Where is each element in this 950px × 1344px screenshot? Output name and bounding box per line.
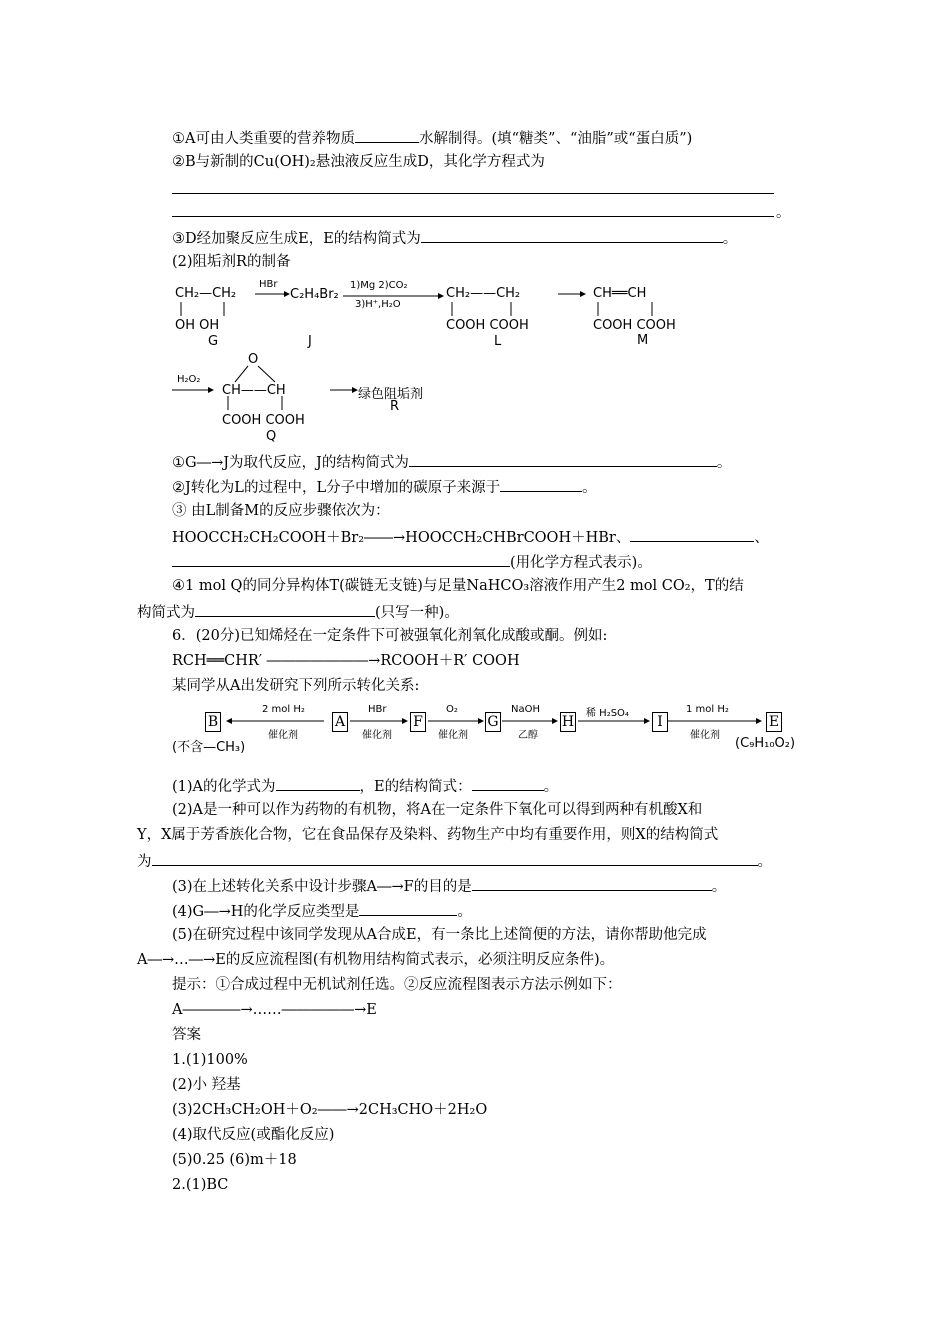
- p3: [172, 876, 726, 896]
- q5-line-4-text: ③D经加聚反应生成E，E的结构简式为: [172, 231, 421, 247]
- p2-end: 。: [757, 854, 772, 870]
- hbr-reagent: HBr: [259, 279, 278, 290]
- q-label: Q: [266, 429, 277, 444]
- arrow-1-bottom: 催化剂: [268, 730, 298, 741]
- p2-line-1: (2)A是一种可以作为药物的有机物，将A在一定条件下氧化可以得到两种有机酸X和: [172, 802, 703, 818]
- b-note: (不含—CH₃): [172, 740, 246, 755]
- l-top: CH₂——CH₂: [446, 286, 521, 301]
- answer-4: (4)取代反应(或酯化反应): [172, 1127, 335, 1143]
- s6: ④1 mol Q的同分异构体T(碳链无支链)与足量NaHCO₃溶液作用产生2 mol CO₂，T的结: [172, 578, 744, 594]
- m-label: M: [637, 333, 649, 348]
- j-formula: C₂H₄Br₂: [290, 287, 339, 302]
- compound-h: H: [561, 714, 575, 730]
- h2o2-reagent: H₂O₂: [177, 374, 201, 385]
- answer-6: 2.(1)BC: [172, 1177, 229, 1193]
- answer-blank[interactable]: [472, 876, 712, 891]
- g-bottom: OH OH: [175, 318, 220, 333]
- r-label: R: [390, 399, 400, 414]
- m-top: CH══CH: [593, 286, 647, 301]
- arrow-1-top: 2 mol H₂: [262, 704, 305, 715]
- p1: [172, 776, 558, 796]
- s4-text: HOOCCH₂CH₂COOH＋Br₂――→HOOCCH₂CHBrCOOH＋HBr、: [172, 530, 631, 546]
- q5-line-2: ②B与新制的Cu(OH)₂悬浊液反应生成D，其化学方程式为: [172, 154, 545, 170]
- arrow-2-bottom: 催化剂: [362, 730, 392, 741]
- r-product: 绿色阻垢剂: [358, 387, 424, 402]
- p5-line-2: A―→…―→E的反应流程图(有机物用结构简式表示，必须注明反应条件)。: [137, 952, 615, 968]
- answer-blank[interactable]: [359, 901, 457, 916]
- compound-b: B: [205, 712, 221, 732]
- m-bottom: COOH COOH: [593, 318, 676, 333]
- p4: [172, 901, 472, 921]
- s1-text: ①G―→J为取代反应，J的结构简式为: [172, 455, 409, 471]
- p4-text: (4)G―→H的化学反应类型是: [172, 904, 360, 920]
- p1-end: 。: [543, 779, 559, 795]
- p6: 提示：①合成过程中无机试剂任选。②反应流程图表示方法示例如下：: [172, 977, 622, 993]
- arrow-3-top: O₂: [446, 704, 458, 715]
- q6-title: 6．(20分)已知烯烃在一定条件下可被强氧化剂氧化成酸或酮。例如:: [172, 628, 608, 644]
- arrow-6-bottom: 催化剂: [690, 730, 720, 741]
- p3-end: 。: [711, 879, 727, 895]
- compound-e: E: [766, 712, 782, 732]
- answer-blank[interactable]: [472, 776, 544, 791]
- arrow-4-bottom: 乙醇: [518, 730, 538, 741]
- s1-end: 。: [716, 455, 732, 471]
- compound-g: G: [485, 712, 501, 732]
- e-formula: (C₉H₁₀O₂): [735, 736, 796, 751]
- s2-end: 。: [582, 480, 597, 496]
- p2-text: 为: [137, 854, 152, 870]
- arrow-6-top: 1 mol H₂: [686, 704, 729, 715]
- l-label: L: [494, 334, 502, 349]
- answers-heading: 答案: [172, 1027, 201, 1043]
- p3-text: (3)在上述转化关系中设计步骤A―→F的目的是: [172, 879, 472, 895]
- s3: ③ 由L制备M的反应步骤依次为：: [172, 503, 390, 519]
- l-bottom: COOH COOH: [446, 318, 529, 333]
- p1-text: (1)A的化学式为: [172, 779, 276, 795]
- s7-text: 构简式为: [137, 605, 195, 621]
- compound-i: I: [652, 712, 668, 732]
- g-top: CH₂—CH₂: [175, 286, 237, 301]
- q6-intro: 某同学从A出发研究下列所示转化关系:: [172, 678, 420, 694]
- s2-text: ②J转化为L的过程中，L分子中增加的碳原子来源于: [172, 480, 501, 496]
- q5-line-1-rest: 水解制得。(填“糖类”、“油脂”或“蛋白质”): [418, 131, 693, 147]
- g-label: G: [208, 334, 219, 349]
- p2-line-3: [137, 851, 772, 871]
- answer-1: 1.(1)100%: [172, 1052, 248, 1068]
- q5-line-4-end: 。: [722, 231, 738, 247]
- arrow-3-bottom: 催化剂: [438, 730, 468, 741]
- answer-5: (5)0.25 (6)m＋18: [172, 1152, 297, 1168]
- arrow-2-top: HBr: [368, 704, 387, 715]
- compound-f: F: [410, 712, 426, 732]
- p5-line-1: (5)在研究过程中该同学发现从A合成E，有一条比上述简便的方法，请你帮助他完成: [172, 927, 707, 943]
- q5-line-1-text: ①A可由人类重要的营养物质: [172, 131, 355, 147]
- compound-a: A: [332, 712, 348, 732]
- q5-line-3-end: 。: [776, 205, 791, 221]
- p7: A――――→……―――――→E: [172, 1002, 377, 1018]
- answer-blank[interactable]: [276, 776, 360, 791]
- q5-line-5: (2)阻垢剂R的制备: [172, 254, 291, 270]
- s4-end: 、: [754, 530, 769, 546]
- q-bottom: COOH COOH: [222, 413, 305, 428]
- arrow-4-top: NaOH: [511, 704, 540, 715]
- s5-end: (用化学方程式表示)。: [510, 555, 652, 571]
- epoxide-o: O: [248, 352, 259, 367]
- j-label: J: [308, 334, 312, 349]
- mg-reagent: 1)Mg 2)CO₂: [350, 280, 408, 291]
- p4-end: 。: [457, 904, 472, 920]
- acid-reagent: 3)H⁺,H₂O: [355, 299, 401, 310]
- answer-3: (3)2CH₃CH₂OH＋O₂――→2CH₃CHO＋2H₂O: [172, 1102, 488, 1118]
- answer-blank[interactable]: [152, 851, 758, 866]
- s7-end: (只写一种)。: [375, 605, 459, 621]
- p1-mid: ，E的结构简式：: [359, 779, 472, 795]
- arrow-5-top: 稀 H₂SO₄: [586, 708, 629, 719]
- p2-line-2: Y，X属于芳香族化合物，它在食品保存及染料、药物生产中均有重要作用，则X的结构简式: [137, 827, 719, 843]
- q-top: CH——CH: [222, 383, 286, 398]
- q6-example: RCH══CHR′ ―――――――→RCOOH＋R′ COOH: [172, 653, 520, 669]
- answer-2: (2)小 羟基: [172, 1077, 241, 1093]
